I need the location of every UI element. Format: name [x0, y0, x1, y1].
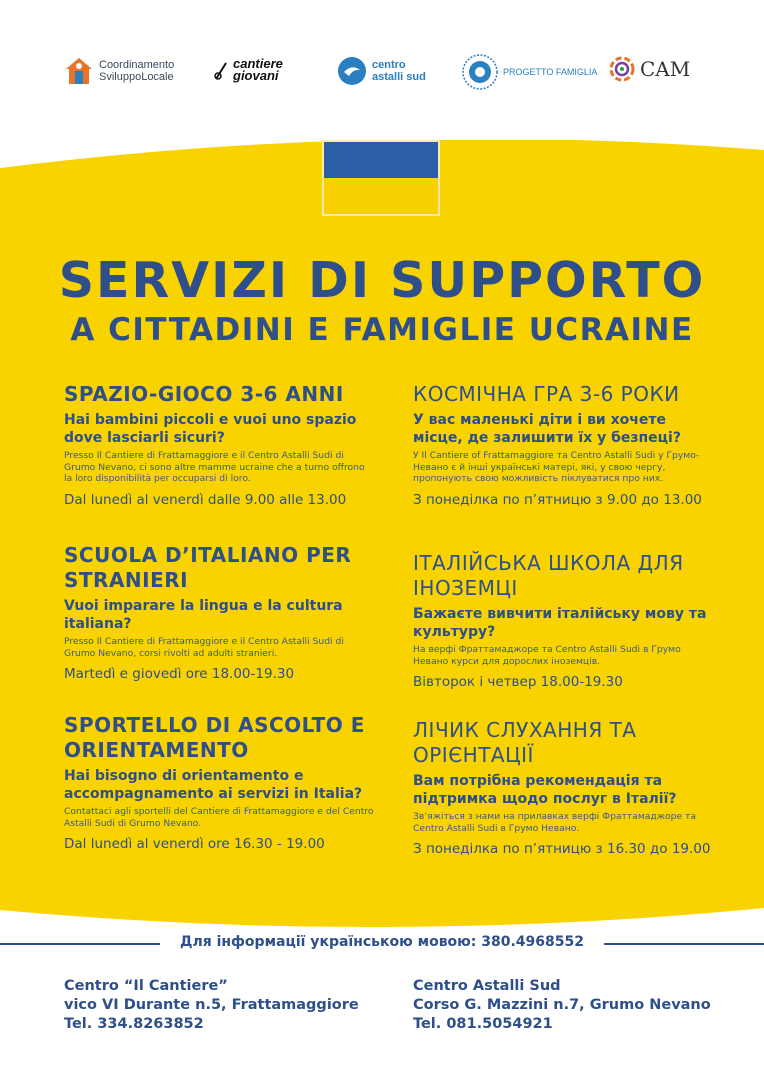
section-question: Бажаєте вивчити італійську мову та культуру? — [413, 606, 707, 640]
section-lichyk — [413, 718, 718, 858]
section-body: Зв’яжіться з нами на прилавках верфі Фраттамаджоре та Centro Astalli Sudi в Грумо Невано. — [413, 811, 697, 834]
section-time: Dal lunedì al venerdì ore 16.30 - 19.00 — [64, 836, 325, 852]
section-time: Вівторок і четвер 18.00-19.30 — [413, 674, 623, 690]
section-body: Contattaci agli sportelli del Cantiere di Frattamaggiore e del Centro Astalli Sudi di Grumo Nevano. — [64, 806, 374, 829]
page-title: SERVIZI DI SUPPORTO — [58, 252, 706, 309]
section-title: SPORTELLO DI ASCOLTO E ORIENTAMENTO — [64, 713, 365, 762]
coordinamento-logo-icon — [64, 56, 94, 86]
section-sportello — [64, 713, 374, 853]
section-shkola — [413, 551, 718, 691]
ukraine-flag — [322, 140, 440, 216]
section-time: З понеділка по п’ятницю з 9.00 до 13.00 — [413, 491, 702, 508]
section-scuola — [64, 543, 374, 683]
section-question: Vuoi imparare la lingua e la cultura italiana? — [64, 598, 343, 632]
progetto-famiglia-logo-icon — [462, 54, 498, 90]
section-title: SPAZIO-GIOCO 3-6 ANNI — [64, 382, 344, 406]
cantiere-giovani-logo-icon — [214, 59, 228, 81]
section-body: На верфі Фраттамаджоре та Centro Astalli Sudi в Грумо Невано курси для дорослих іноземців. — [413, 644, 681, 667]
section-question: Hai bambini piccoli e vuoi uno spazio dove lasciarli sicuri? — [64, 412, 357, 446]
section-body: У Il Cantiere of Frattamaggiore та Centro Astalli Sudi у Грумо-Невано є й інші українські матері, які, у свою чергу, пропонують свою можливість піклуватися про них. — [413, 450, 700, 484]
cam-logo: CAM — [609, 56, 690, 82]
centro-astalli-sud-logo-icon — [337, 56, 367, 86]
contact-astalli — [413, 977, 711, 1034]
info-phone-text: Для інформації українською мовою: 380.4968552 — [172, 934, 592, 950]
contact-cantiere — [64, 977, 359, 1034]
cantiere-giovani-logo: cantiere giovani — [214, 58, 303, 82]
coordinamento-logo: Coordinamento SviluppoLocale — [64, 56, 174, 86]
contact-address: vico VI Durante n.5, Frattamaggiore — [64, 997, 359, 1013]
centro-astalli-sud-logo: centro astalli sud — [337, 56, 426, 86]
section-spazio-gioco — [64, 382, 374, 509]
contact-name: Centro Astalli Sud — [413, 978, 561, 994]
partner-logos — [0, 50, 764, 100]
section-body: Presso Il Cantiere di Frattamaggiore e il Centro Astalli Sudi di Grumo Nevano, corsi rivolti ad adulti stranieri. — [64, 636, 344, 659]
contact-tel: Tel. 334.8263852 — [64, 1016, 204, 1032]
contact-name: Centro “Il Cantiere” — [64, 978, 228, 994]
flag-blue-stripe — [324, 142, 438, 178]
section-time: Martedì e giovedì ore 18.00-19.30 — [64, 666, 295, 682]
cam-logo-icon — [609, 56, 635, 82]
section-body: Presso Il Cantiere di Frattamaggiore e il Centro Astalli Sudi di Grumo Nevano, ci sono altre mamme ucraine che a turno offrono la loro disponibilità per occuparsi di loro. — [64, 450, 365, 484]
section-time: Dal lunedì al venerdì dalle 9.00 alle 13.00 — [64, 491, 347, 508]
section-title: ІТАЛІЙСЬКА ШКОЛА ДЛЯ ІНОЗЕМЦІ — [413, 551, 684, 600]
section-title: ЛІЧИК СЛУХАННЯ ТА ОРІЄНТАЦІЇ — [413, 718, 637, 767]
info-banner — [0, 934, 764, 954]
section-question: Вам потрібна рекомендація та підтримка щодо послуг в Італії? — [413, 773, 677, 807]
section-question: Hai bisogno di orientamento e accompagnamento ai servizi in Italia? — [64, 768, 363, 802]
section-title: КОСМІЧНА ГРА 3-6 РОКИ — [413, 382, 680, 406]
section-kosmichna-gra — [413, 382, 718, 509]
flag-yellow-stripe — [324, 178, 438, 214]
contact-address: Corso G. Mazzini n.7, Grumo Nevano — [413, 997, 711, 1013]
progetto-famiglia-logo: PROGETTO FAMIGLIA — [462, 54, 597, 90]
section-title: SCUOLA D’ITALIANO PER STRANIERI — [64, 543, 352, 592]
contact-tel: Tel. 081.5054921 — [413, 1016, 553, 1032]
section-question: У вас маленькі діти і ви хочете місце, де залишити їх у безпеці? — [413, 412, 681, 446]
section-time: З понеділка по п’ятницю з 16.30 до 19.00 — [413, 841, 711, 857]
page-subtitle: A CITTADINI E FAMIGLIE UCRAINE — [70, 312, 694, 348]
